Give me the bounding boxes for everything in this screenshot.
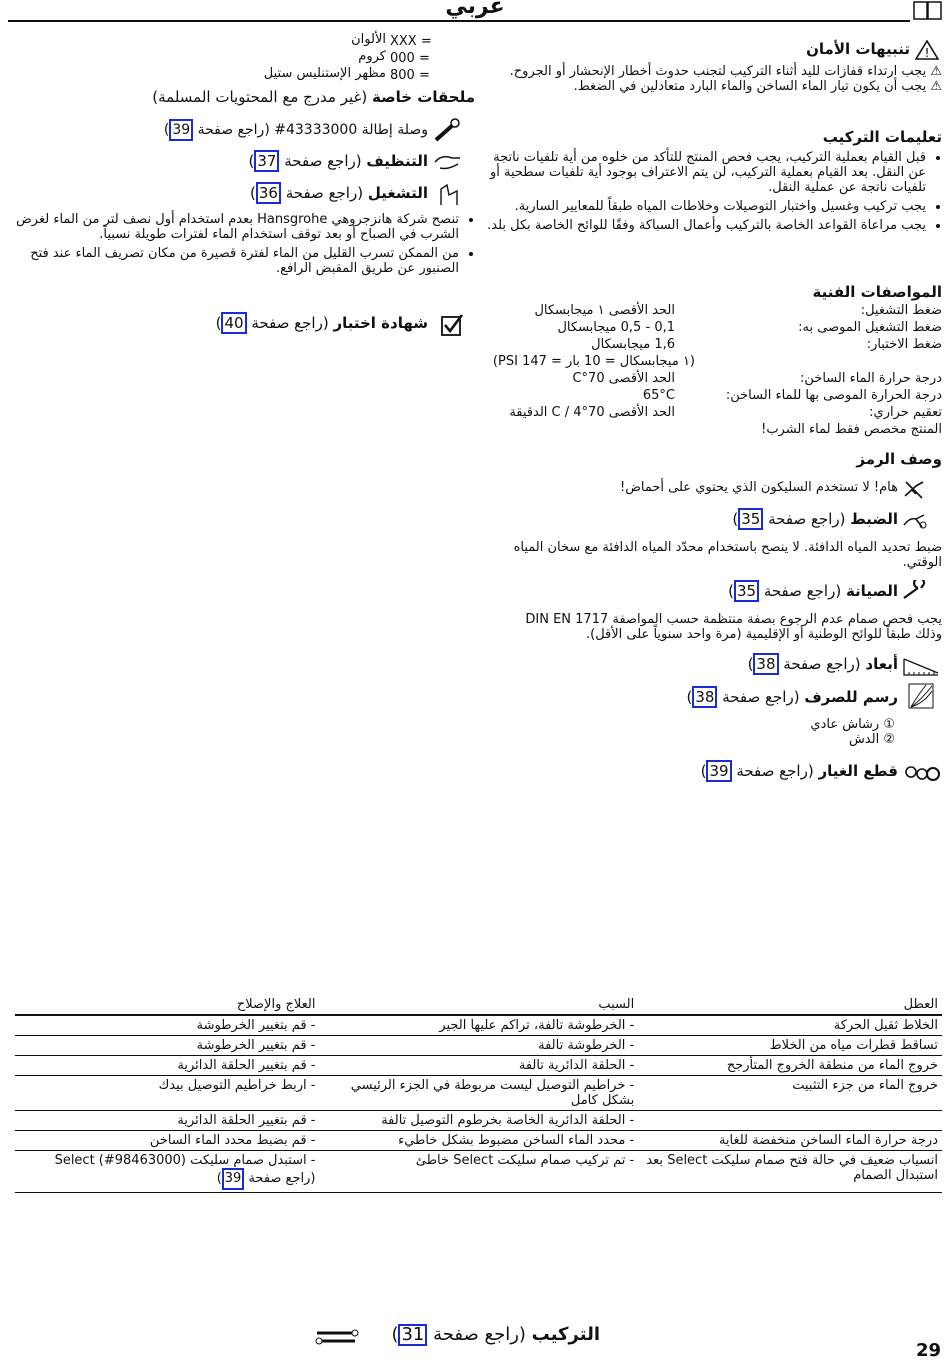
install-item: • يجب مراعاة القواعد الخاصة بالتركيب وأعمال السباكة وفقًا للوائح الخاصة بكل بلد. — [485, 218, 926, 233]
page-language-title: عربي — [445, 0, 505, 19]
safety-item: ⚠ يجب أن يكون تيار الماء الساخن والماء البارد متعادلين في الضغط. — [573, 79, 942, 94]
spec-label: ضغط التشغيل الموصى به: — [798, 320, 942, 335]
safety-list — [500, 64, 942, 94]
cleaning-heading: التنظيف (راجع صفحة 37) — [248, 152, 428, 170]
accessories-heading: ملحقات خاصة (غير مدرج مع المحتويات المسلمة) — [152, 88, 475, 106]
page-ref-adjust[interactable]: 35 — [738, 508, 763, 530]
install-list — [485, 150, 942, 237]
cleaning-hand-icon — [432, 150, 462, 172]
silicone-gun-icon — [902, 478, 926, 500]
flow-heading: رسم للصرف (راجع صفحة 38) — [686, 688, 898, 706]
svg-text:!: ! — [924, 46, 930, 60]
spec-value: 0,1 - 0,5 ميجابسكال — [557, 320, 675, 335]
safety-item: ⚠ يجب ارتداء قفازات لليد أثناء التركيب لتجنب حدوث أخطار الإنحشار أو الجروح. — [509, 64, 942, 79]
operation-notes — [15, 212, 475, 280]
spec-label: ضغط الاختبار: — [866, 337, 942, 352]
spare-parts-icon — [905, 762, 929, 784]
table-row: - الحلقة الدائرية الخاصة بخرطوم التوصيل تالفة - قم بتغيير الحلقة الدائرية — [15, 1111, 942, 1131]
header-rule — [8, 20, 910, 22]
page-number: 29 — [916, 1340, 942, 1361]
color-name: الألوان — [351, 32, 386, 47]
spec-label: درجة حرارة الماء الساخن: — [800, 371, 942, 386]
certificate-heading: شهادة اختبار (راجع صفحة 40) — [215, 314, 428, 332]
wrench-icon — [902, 580, 926, 602]
color-code: 800 = — [390, 68, 430, 83]
service-text: يجب فحص صمام عدم الرجوع بصفة منتظمة حسب المواصفة DIN EN 1717 وذلك طبقاً للوائح الوطنية أو الإقليمية (مرة واحد سنوياً على الأقل). — [525, 612, 942, 642]
operation-note: • من الممكن تسرب القليل من الماء لفترة قصيرة من مكان تصريف الماء عند فتح الصنبور عن طريق المقبض الرافع. — [15, 246, 459, 276]
page-ref-parts[interactable]: 39 — [706, 760, 731, 782]
flow-items — [700, 717, 895, 747]
table-row: خروج الماء من منطقة الخروج المتأرجح - الحلقة الدائرية تالفة - قم بتغيير الحلقة الدائرية — [15, 1056, 942, 1076]
spec-value: 65°C — [642, 388, 675, 403]
table-header-row — [15, 995, 942, 1015]
operation-hand-icon — [435, 181, 461, 203]
spec-label: درجة الحرارة الموصى بها للماء الساخن: — [725, 388, 942, 403]
silicone-note: هام! لا تستخدم السليكون الذي يحتوي على أحماض! — [619, 480, 898, 495]
color-code: XXX = — [390, 34, 432, 49]
spec-value: 1,6 ميجابسكال — [591, 337, 675, 352]
table-row: الخلاط ثقيل الحركة - الخرطوشة تالفة، تراكم عليها الجير - قم بتغيير الخرطوشة — [15, 1015, 942, 1036]
page-ref-dimensions[interactable]: 38 — [753, 653, 778, 675]
spec-value: الحد الأقصى ١ ميجابسكال — [534, 303, 675, 318]
troubleshooting-table — [15, 995, 942, 1193]
assembly-wrench-icon — [315, 1325, 359, 1349]
remedy-text: - استبدل صمام سليكت Select (#98463000) — [54, 1153, 316, 1168]
adjust-hand-icon — [902, 509, 926, 531]
page-ref-service[interactable]: 35 — [734, 580, 759, 602]
page-ref-operation[interactable]: 36 — [256, 182, 281, 204]
page-ref-assembly[interactable]: 31 — [398, 1324, 427, 1346]
spec-note: المنتج مخصص فقط لماء الشرب! — [761, 422, 942, 437]
checkmark-icon — [440, 313, 464, 335]
install-title: تعليمات التركيب — [822, 128, 942, 146]
extension-wrench-icon — [432, 118, 462, 140]
page-ref-flow[interactable]: 38 — [692, 686, 717, 708]
table-row: درجة حرارة الماء الساخن منخفضة للغاية - محدد الماء الساخن مضبوط بشكل خاطيء - قم بضبط محدد الماء الساخن — [15, 1131, 942, 1151]
operation-heading: التشغيل (راجع صفحة 36) — [250, 184, 428, 202]
page-ref-cleaning[interactable]: 37 — [254, 150, 279, 172]
adjust-heading: الضبط (راجع صفحة 35) — [732, 510, 898, 528]
specs-title: المواصفات الفنية — [812, 283, 942, 301]
col-cause: السبب — [319, 995, 638, 1015]
warning-icon — [915, 40, 939, 60]
color-code: 000 = — [390, 51, 430, 66]
spec-value: (١ ميجابسكال = 10 بار = 147 PSI) — [492, 354, 695, 369]
dimensions-heading: أبعاد (راجع صفحة 38) — [747, 655, 898, 673]
install-item: • يجب تركيب وغسيل واختبار التوصيلات وخلاطات المياه طبقاً للمعايير السارية. — [485, 199, 926, 214]
safety-title: تنبيهات الأمان — [806, 40, 910, 58]
operation-note: • تنصح شركة هانزجروهي Hansgrohe بعدم استخدام أول نصف لتر من الماء لغرض الشرب في الصباح أو بعد توقف استخدام الماء لفترات طويلة نسبياً. — [15, 212, 459, 242]
extension-line: وصلة إطالة 43333000# (راجع صفحة 39) — [150, 119, 428, 141]
spec-label: تعقيم حراري: — [869, 405, 942, 420]
col-fault: العطل — [638, 995, 942, 1015]
table-row: تساقط قطرات مياه من الخلاط - الخرطوشة تالفة - قم بتغيير الخرطوشة — [15, 1036, 942, 1056]
parts-heading: قطع الغيار (راجع صفحة 39) — [700, 762, 898, 780]
flow-chart-icon — [908, 683, 932, 705]
install-item: • قبل القيام بعملية التركيب، يجب فحص المنتج للتأكد من خلوه من أية تلفيات ناتجة عن النقل. بعد القيام بعملية التركيب، لن يتم الاعتراف بوجود أية تلفيات سطحية أو تلفيات ناتجة عن عملية النقل. — [485, 150, 926, 195]
flow-item: ① رشاش عادي — [810, 717, 895, 732]
spec-value: الحد الأقصى 70°C / 4 الدقيقة — [509, 405, 675, 420]
book-icon — [913, 1, 943, 21]
page-ref-extension[interactable]: 39 — [169, 119, 193, 141]
symbols-title: وصف الرمز — [856, 450, 942, 468]
page-ref-certificate[interactable]: 40 — [221, 312, 246, 334]
page-ref-select[interactable]: 39 — [222, 1168, 245, 1190]
spec-value: الحد الأقصى 70°C — [572, 371, 675, 386]
dimensions-icon — [903, 655, 927, 677]
flow-item: ② الدش — [848, 732, 895, 747]
table-row: انسياب ضعيف في حالة فتح صمام سليكت Select بعد استبدال الصمام - تم تركيب صمام سليكت Select خاطئ - استبدل صمام سليكت Select (#98463000) (راجع صفحة 39) — [15, 1151, 942, 1193]
assembly-heading: التركيب (راجع صفحة 31) — [391, 1324, 600, 1345]
col-remedy: العلاج والإصلاح — [15, 995, 319, 1015]
adjust-text: ضبط تحديد المياه الدافئة. لا ينصح باستخدام محدّد المياه الدافئة مع سخان المياه الوقتي. — [513, 540, 942, 570]
color-name: مظهر الإستنليس ستيل — [263, 66, 386, 81]
color-name: كروم — [358, 49, 386, 64]
spec-label: ضغط التشغيل: — [860, 303, 942, 318]
service-heading: الصيانة (راجع صفحة 35) — [728, 582, 898, 600]
table-row: خروج الماء من جزء التثبيت - خراطيم التوصيل ليست مربوطة في الجزء الرئيسي بشكل كامل - اربط خراطيم التوصيل بيدك — [15, 1076, 942, 1111]
